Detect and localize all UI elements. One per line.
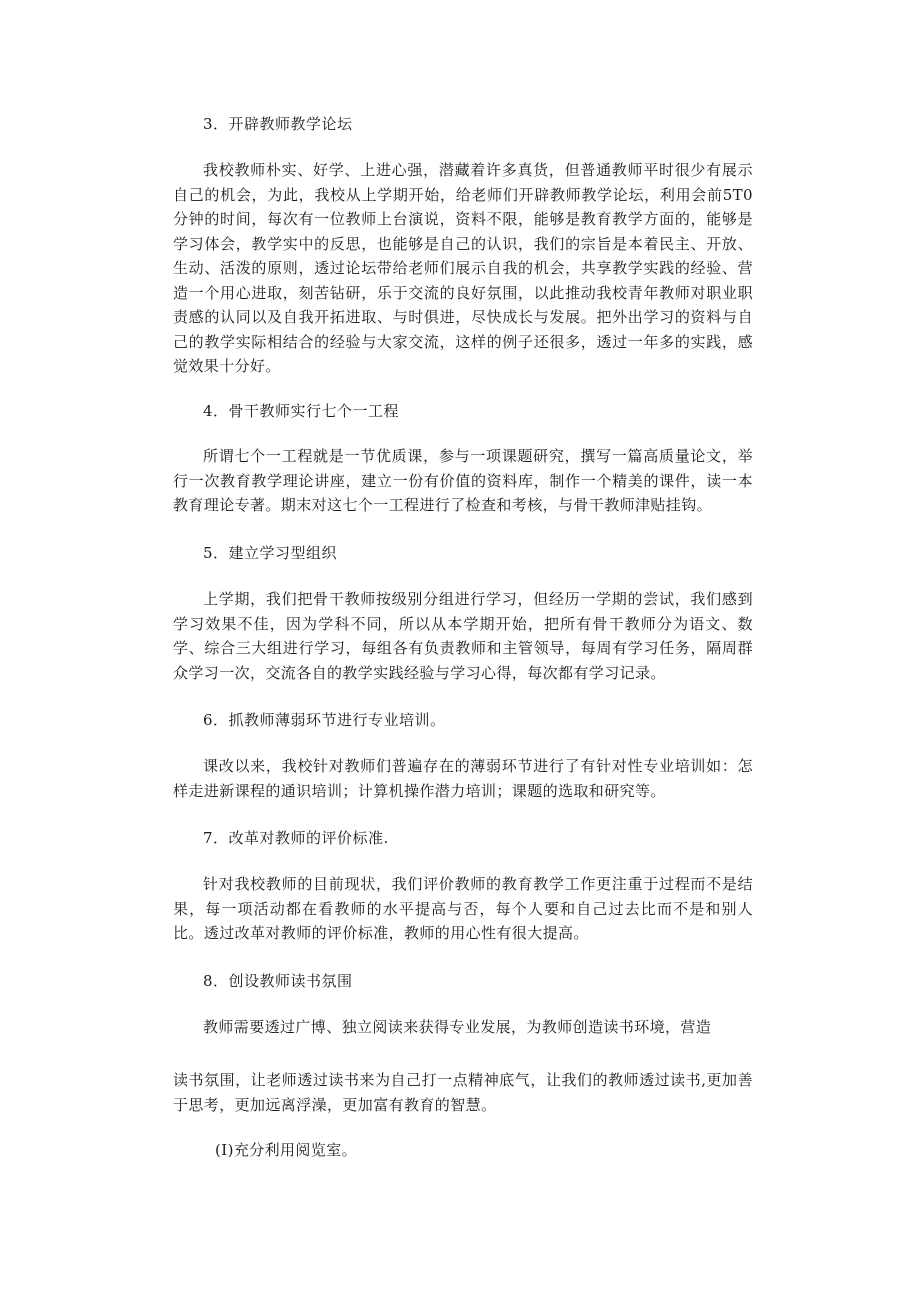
section-heading-8: 8．创设教师读书氛围 (203, 972, 353, 990)
section-paragraph-8: 教师需要透过广博、独立阅读来获得专业发展，为教师创造读书环境，营造 (203, 1018, 712, 1036)
section-heading-3: 3．开辟教师教学论坛 (203, 115, 353, 133)
section-paragraph-7: 针对我校教师的目前现状，我们评价教师的教育教学工作更注重于过程而不是结果，每一项活动都在看教师的水平提高与否，每个人要和自己过去比而不是和别人比。透过改革对教师的评价标准，教师的用心性有很大提高。 (173, 875, 753, 942)
section-heading-4: 4．骨干教师实行七个一工程 (203, 402, 400, 420)
section-paragraph-4: 所谓七个一工程就是一节优质课，参与一项课题研究，撰写一篇高质量论文，举行一次教育教学理论讲座，建立一份有价值的资料库，制作一个精美的课件，读一本教育理论专著。期末对这七个一工程进行了检查和考核，与骨干教师津贴挂钩。 (173, 447, 753, 514)
section-paragraph-6: 课改以来，我校针对教师们普遍存在的薄弱环节进行了有针对性专业培训如：怎样走进新课程的通识培训；计算机操作潜力培训；课题的选取和研究等。 (173, 757, 753, 800)
section-paragraph-3: 我校教师朴实、好学、上进心强，潜藏着许多真货，但普通教师平时很少有展示自己的机会，为此，我校从上学期开始，给老师们开辟教师教学论坛，利用会前5T0分钟的时间，每次有一位教师上台演说，资料不限，能够是教育教学方面的，能够是学习体会，教学实中的反思，也能够是自己的认识，我们的宗旨是本着民主、开放、生动、活泼的原则，透过论坛带给老师们展示自我的机会，共享教学实践的经验、营造一个用心进取，刻苦钻研，乐于交流的良好氛围，以此推动我校青年教师对职业职责感的认同以及自我开拓进取、与时俱进，尽快成长与发展。把外出学习的资料与自己的教学实际相结合的经验与大家交流，这样的例子还很多，透过一年多的实践，感觉效果十分好。 (173, 161, 753, 375)
sub-item-reading-room: (I)充分利用阅览室。 (215, 1141, 358, 1159)
section-heading-6: 6．抓教师薄弱环节进行专业培训。 (203, 711, 446, 729)
section-paragraph-8-continued: 读书氛围，让老师透过读书来为自己打一点精神底气，让我们的教师透过读书,更加善于思考，更加远离浮澡，更加富有教育的智慧。 (173, 1071, 753, 1114)
section-paragraph-5: 上学期，我们把骨干教师按级别分组进行学习，但经历一学期的尝试，我们感到学习效果不佳，因为学科不同，所以从本学期开始，把所有骨干教师分为语文、数学、综合三大组进行学习，每组各有负责教师和主管领导，每周有学习任务，隔周群众学习一次，交流各自的教学实践经验与学习心得，每次都有学习记录。 (173, 590, 753, 682)
section-heading-7: 7．改革对教师的评价标准. (203, 829, 389, 847)
section-heading-5: 5．建立学习型组织 (203, 544, 338, 562)
